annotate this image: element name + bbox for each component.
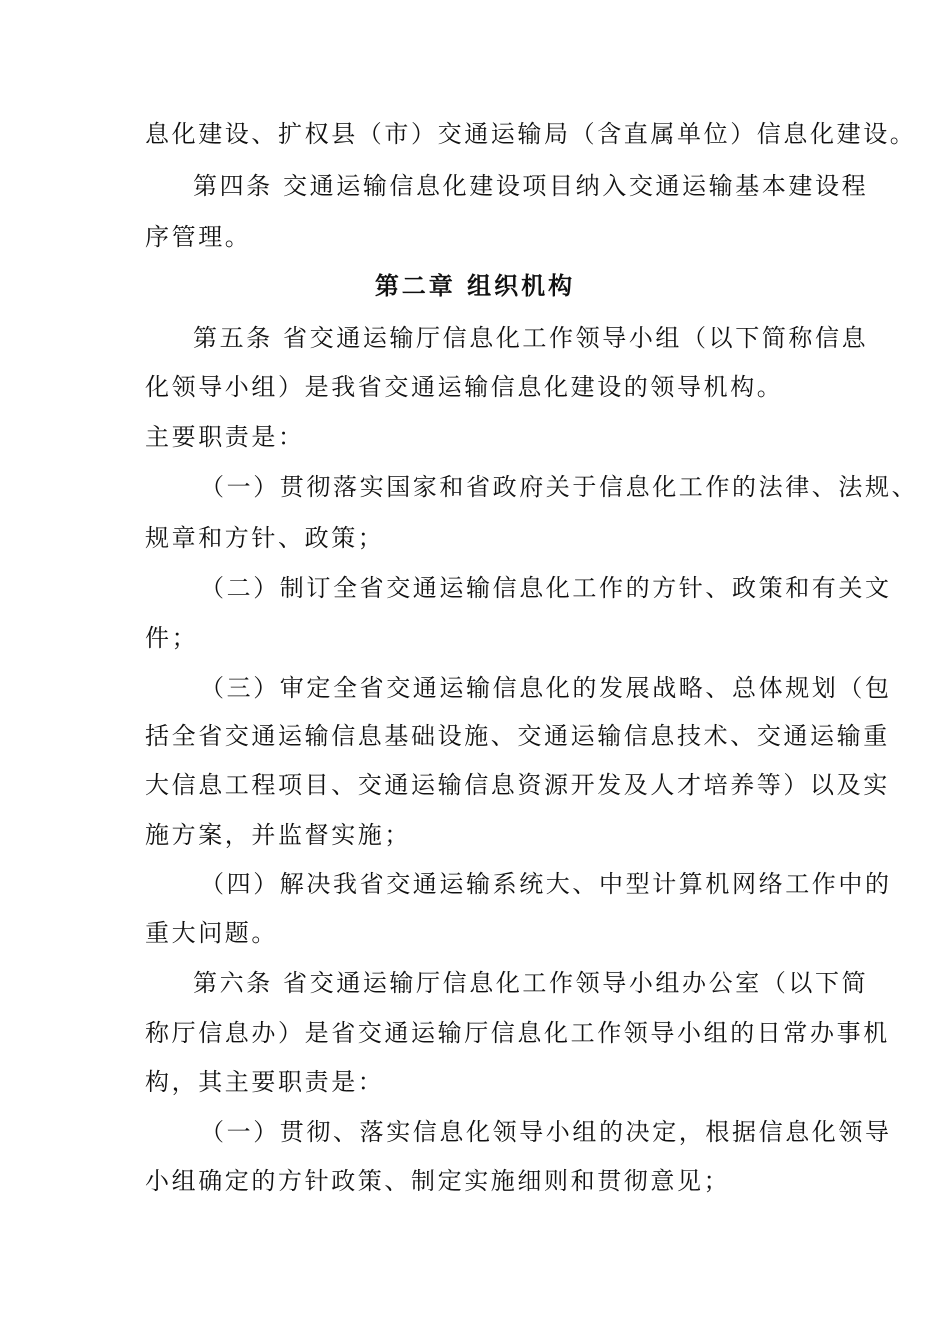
duty-2-line-2: 件； (145, 624, 199, 652)
duty-1-line-2: 规章和方针、政策； (145, 524, 385, 552)
office-duty-1-line-2: 小组确定的方针政策、制定实施细则和贯彻意见； (145, 1167, 731, 1195)
article-4-line-2: 序管理。 (145, 223, 252, 251)
duty-4-line-1: （四）解决我省交通运输系统大、中型计算机网络工作中的 (200, 870, 892, 898)
paragraph-line-1: 息化建设、扩权县（市）交通运输局（含直属单位）信息化建设。 (145, 120, 917, 148)
article-4-line-1: 第四条 交通运输信息化建设项目纳入交通运输基本建设程 (193, 172, 869, 200)
chapter-heading: 第二章 组织机构 (374, 271, 576, 300)
duties-label: 主要职责是： (145, 423, 305, 451)
duty-3-line-1: （三）审定全省交通运输信息化的发展战略、总体规划（包 (200, 674, 892, 702)
duty-3-line-3: 大信息工程项目、交通运输信息资源开发及人才培养等）以及实 (145, 771, 890, 799)
article-6-line-2: 称厅信息办）是省交通运输厅信息化工作领导小组的日常办事机 (145, 1019, 890, 1047)
article-6-line-3: 构，其主要职责是： (145, 1068, 385, 1096)
article-5-line-2: 化领导小组）是我省交通运输信息化建设的领导机构。 (145, 373, 784, 401)
duty-3-line-2: 括全省交通运输信息基础设施、交通运输信息技术、交通运输重 (145, 722, 890, 750)
duty-2-line-1: （二）制订全省交通运输信息化工作的方针、政策和有关文 (200, 574, 892, 602)
duty-3-line-4: 施方案，并监督实施； (145, 821, 411, 849)
office-duty-1-line-1: （一）贯彻、落实信息化领导小组的决定，根据信息化领导 (200, 1118, 892, 1146)
duty-4-line-2: 重大问题。 (145, 919, 278, 947)
article-6-line-1: 第六条 省交通运输厅信息化工作领导小组办公室（以下简 (193, 969, 869, 997)
article-5-line-1: 第五条 省交通运输厅信息化工作领导小组（以下简称信息 (193, 324, 869, 352)
duty-1-line-1: （一）贯彻落实国家和省政府关于信息化工作的法律、法规、 (200, 473, 919, 501)
